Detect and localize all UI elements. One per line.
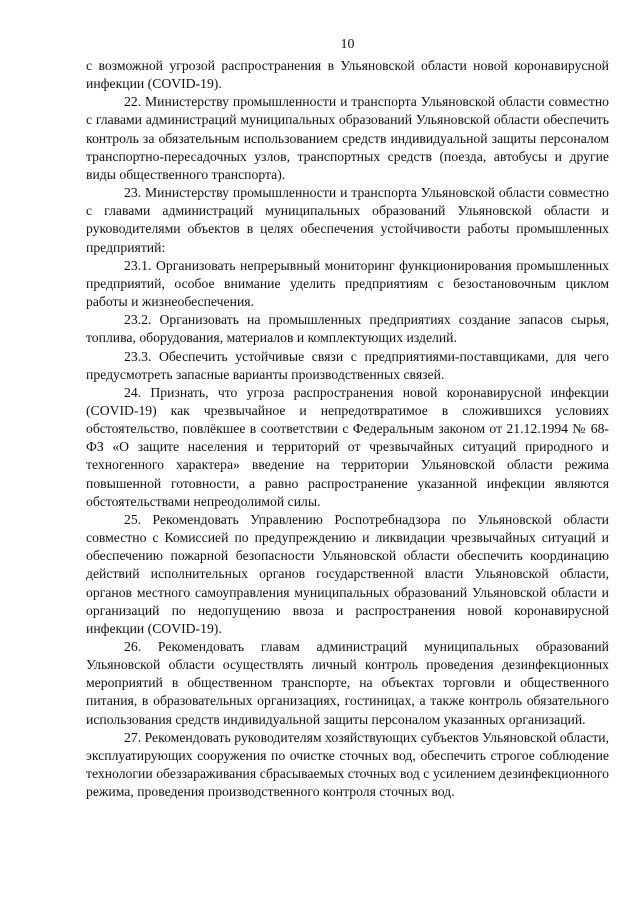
- paragraph-item-23-2: 23.2. Организовать на промышленных предприятиях создание запасов сырья, топлива, оборудования, материалов и комплектующих изделий.: [86, 312, 609, 346]
- paragraph-item-24: 24. Признать, что угроза распространения новой коронавирусной инфекции (COVID-19) как чрезвычайное и непредотвратимое в сложившихся условиях обстоятельство, повлёкшее в соответствии с Федеральным законом от 21.12.1994 № 68-ФЗ «О защите населения и территорий от чрезвычайных ситуаций природного и техногенного характера» введение на территории Ульяновской области режима повышенной готовности, а равно распространение указанной инфекции являются обстоятельствами непреодолимой силы.: [86, 384, 609, 509]
- paragraph-continuation: с возможной угрозой распространения в Ульяновской области новой коронавирусной инфекции (COVID-19).: [86, 58, 609, 92]
- paragraph-item-23-1: 23.1. Организовать непрерывный мониторинг функционирования промышленных предприятий, особое внимание уделить предприятиям с безостановочным циклом работы и жизнеобеспечения.: [86, 257, 609, 310]
- paragraph-item-22: 22. Министерству промышленности и транспорта Ульяновской области совместно с главами администраций муниципальных образований Ульяновской области обеспечить контроль за обязательным использованием средств индивидуальной защиты персоналом транспортно-пересадочных узлов, транспортных средств (поезда, автобусы и другие виды общественного транспорта).: [86, 94, 609, 182]
- paragraph-item-26: 26. Рекомендовать главам администраций муниципальных образований Ульяновской области осуществлять личный контроль проведения дезинфекционных мероприятий в общественном транспорте, на объектах торговли и общественного питания, в образовательных организациях, гостиницах, а также контроль обязательного использования средств индивидуальной защиты персоналом указанных организаций.: [86, 639, 609, 727]
- paragraph-item-27: 27. Рекомендовать руководителям хозяйствующих субъектов Ульяновской области, эксплуатирующих сооружения по очистке сточных вод, обеспечить строгое соблюдение технологии обеззараживания сбрасываемых сточных вод с усилением дезинфекционного режима, проведения производственного контроля сточных вод.: [86, 729, 609, 800]
- paragraph-item-23-3: 23.3. Обеспечить устойчивые связи с предприятиями-поставщиками, для чего предусмотреть запасные варианты производственных связей.: [86, 348, 609, 382]
- paragraph-item-25: 25. Рекомендовать Управлению Роспотребнадзора по Ульяновской области совместно с Комиссией по предупреждению и ликвидации чрезвычайных ситуаций и обеспечению пожарной безопасности Ульяновской области обеспечить координацию действий исполнительных органов государственной власти Ульяновской области, органов местного самоуправления муниципальных образований Ульяновской области и организаций по недопущению ввоза и распространения новой коронавирусной инфекции (COVID-19).: [86, 511, 609, 636]
- page-number: 10: [340, 37, 355, 52]
- paragraph-item-23: 23. Министерству промышленности и транспорта Ульяновской области совместно с главами администраций муниципальных образований Ульяновской области и руководителями объектов в целях обеспечения устойчивости работы промышленных предприятий:: [86, 185, 609, 255]
